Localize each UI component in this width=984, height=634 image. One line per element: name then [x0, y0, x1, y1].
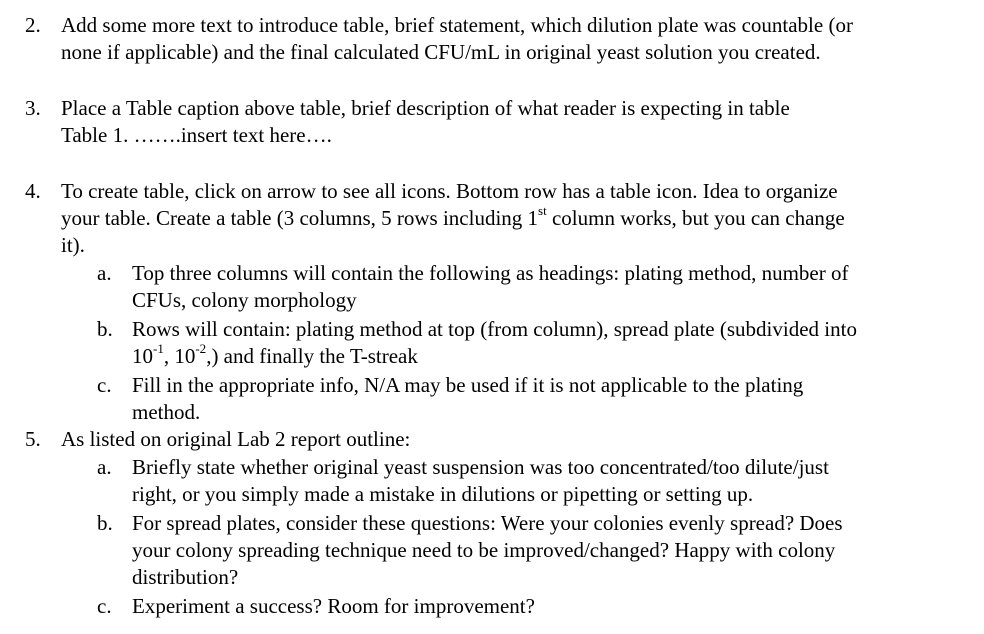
text-line: Fill in the appropriate info, N/A may be used if it is not applicable to the plating — [132, 373, 804, 397]
text-line: right, or you simply made a mistake in dilutions or pipetting or setting up. — [132, 482, 754, 506]
text-line: CFUs, colony morphology — [132, 288, 357, 312]
sub-item-5c — [97, 593, 977, 620]
text-line: As listed on original Lab 2 report outline: — [61, 427, 411, 451]
list-number: 3. — [25, 96, 41, 120]
sub-item-text — [132, 316, 977, 370]
text-line: Rows will contain: plating method at top (from column), spread plate (subdivided into — [132, 317, 857, 341]
sub-item-text — [132, 593, 977, 620]
sub-item-5b — [97, 510, 977, 591]
sub-list-5 — [25, 454, 975, 620]
sub-letter: a. — [97, 261, 112, 285]
text-line: For spread plates, consider these questions: Were your colonies evenly spread? Does — [132, 511, 843, 535]
list-item-text — [61, 178, 981, 259]
superscript: st — [538, 203, 547, 218]
superscript: -1 — [153, 341, 164, 356]
sub-item-text — [132, 372, 977, 426]
text-line: your colony spreading technique need to be improved/changed? Happy with colony — [132, 538, 836, 562]
sub-item-4c — [97, 372, 977, 426]
sub-item-4b — [97, 316, 977, 370]
sub-item-4a — [97, 260, 977, 314]
sub-item-text — [132, 510, 977, 591]
list-item-text — [61, 426, 981, 453]
text-line — [132, 343, 977, 370]
text-segment: , 10 — [163, 344, 196, 368]
text-line: none if applicable) and the final calculated CFU/mL in original yeast solution you created. — [61, 40, 821, 64]
list-number: 2. — [25, 13, 41, 37]
superscript: -2 — [195, 341, 207, 356]
text-line: distribution? — [132, 565, 239, 589]
text-segment: your table. Create a table (3 columns, 5 rows including 1 — [61, 206, 539, 230]
sub-item-text — [132, 260, 977, 314]
sub-letter: a. — [97, 455, 112, 479]
text-segment: ,) and finally the T-streak — [206, 344, 418, 368]
sub-letter: b. — [97, 511, 113, 535]
list-number: 5. — [25, 427, 41, 451]
text-line: it). — [61, 233, 85, 257]
text-line: Add some more text to introduce table, brief statement, which dilution plate was countable (or — [61, 13, 853, 37]
text-line: Briefly state whether original yeast suspension was too concentrated/too dilute/just — [132, 455, 829, 479]
text-line: Top three columns will contain the following as headings: plating method, number of — [132, 261, 849, 285]
table-caption-placeholder: Table 1. …….insert text here…. — [61, 123, 332, 147]
sub-item-5a — [97, 454, 977, 508]
text-line: To create table, click on arrow to see all icons. Bottom row has a table icon. Idea to organize — [61, 179, 838, 203]
list-number: 4. — [25, 179, 41, 203]
text-line: Place a Table caption above table, brief description of what reader is expecting in table — [61, 96, 790, 120]
sub-letter: b. — [97, 317, 113, 341]
list-item-text — [61, 95, 981, 149]
sub-item-text — [132, 454, 977, 508]
text-segment: column works, but you can change — [546, 206, 845, 230]
text-segment: 10 — [132, 344, 153, 368]
text-line: Experiment a success? Room for improvement? — [132, 594, 535, 618]
text-line — [61, 205, 981, 232]
sub-letter: c. — [97, 373, 112, 397]
sub-list-4 — [25, 260, 975, 426]
text-line: method. — [132, 400, 201, 424]
sub-letter: c. — [97, 594, 112, 618]
list-item-text — [61, 12, 981, 66]
